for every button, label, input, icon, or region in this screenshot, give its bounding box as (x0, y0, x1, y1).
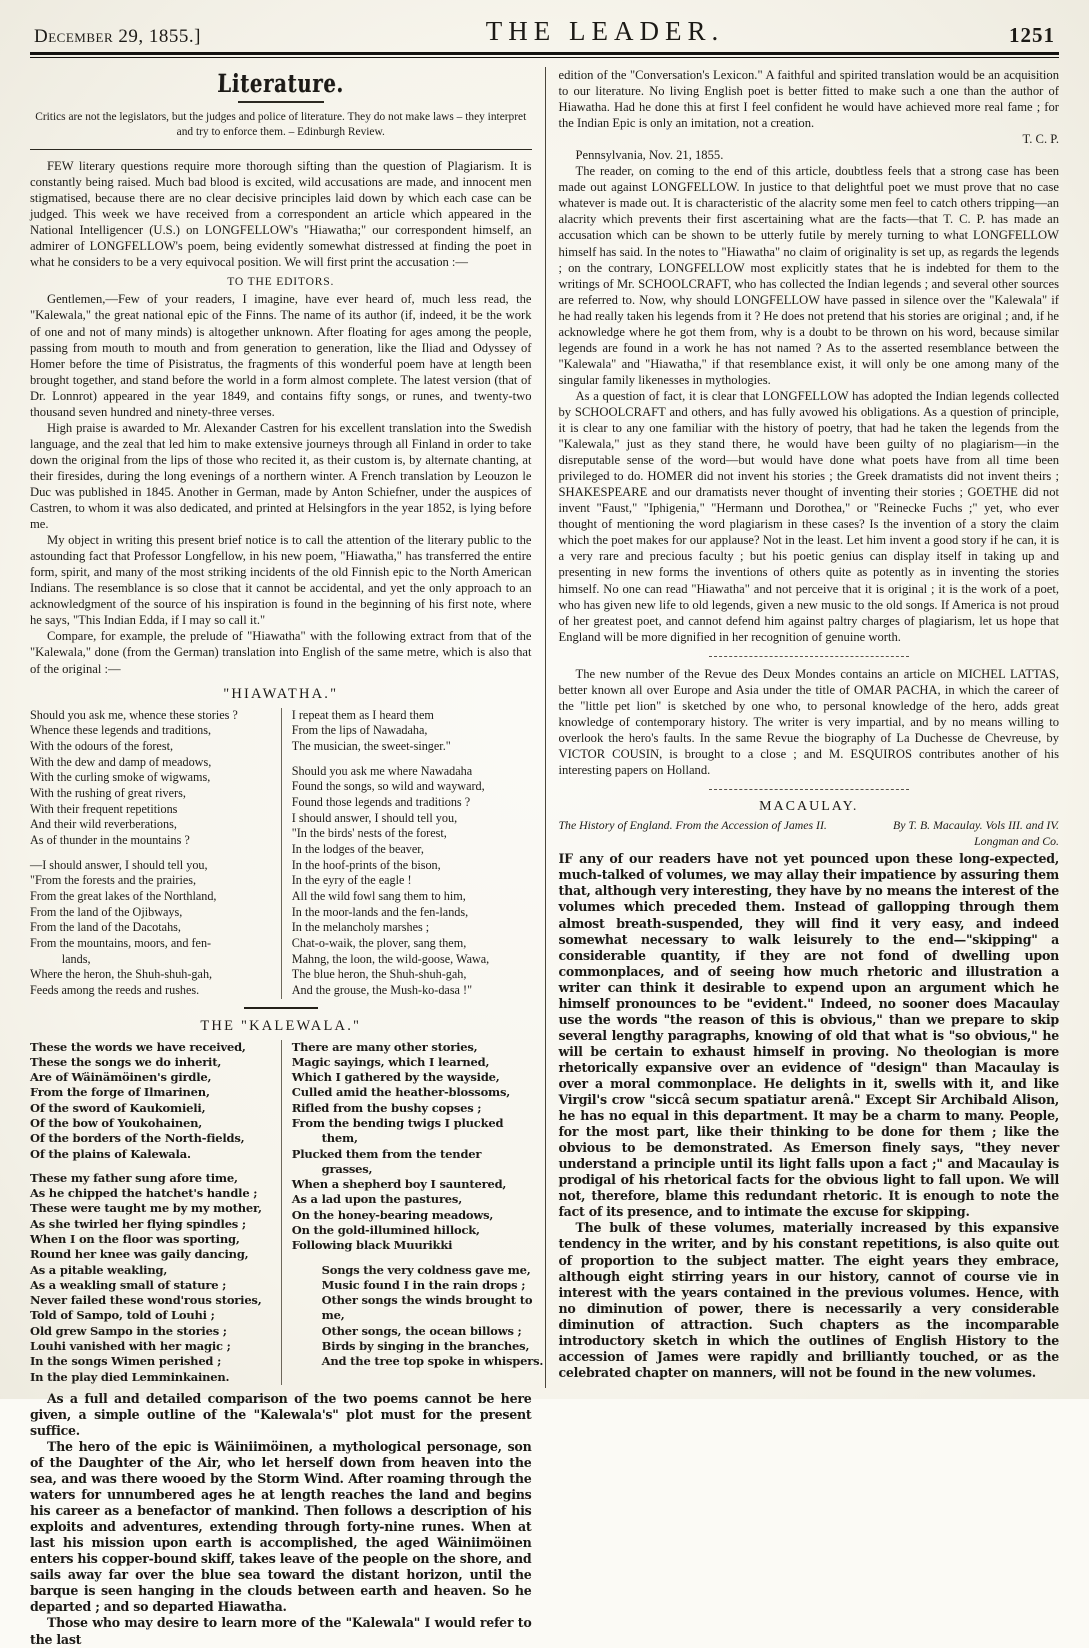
poem-heading-hiawatha: "HIAWATHA." (223, 685, 339, 702)
verse-line: Plucked them from the tender (291, 1146, 482, 1161)
verse-line: "From the forests and the prairies, (30, 873, 197, 888)
verse-line: On the honey-bearing meadows, (291, 1207, 494, 1222)
verse-line: Round her knee was gaily dancing, (30, 1247, 249, 1262)
closing-paragraph: Those who may desire to learn more of the "Kalewala" I would refer to the last (30, 1615, 532, 1647)
article-divider (709, 789, 909, 790)
poem-divider (244, 1007, 318, 1009)
verse-line: In the play died Lemminkainen. (30, 1369, 230, 1384)
letter-heading: TO THE EDITORS. (227, 275, 335, 289)
letter-signature: T. C. P. (1022, 132, 1059, 147)
verse-line: In the moor-lands and the fen-lands, (291, 904, 469, 919)
article-divider (709, 656, 909, 657)
verse-line: In the eyry of the eagle ! (291, 873, 412, 888)
book-author: By T. B. Macaulay. Vols III. and IV. (892, 818, 1059, 833)
verse-line: Found those legends and traditions ? (291, 794, 471, 809)
verse-stanza (292, 1040, 532, 1254)
verse-stanza (30, 708, 273, 849)
macaulay-paragraph: The bulk of these volumes, materially increased by this expansive tendency in the writer, and by his constant repetitions, is also quite out of proportion to the subject matter. The eight years they embrace, although eight stirring years in our history, cannot of course vie in interest with the years contained in the previous volumes. Hence, with no diminution of power, there is necessarily a very considerable diminution of attraction. Such chapters as the incomparable introductory sketch in which the outlines of English History to the accession of James were rapidly and brilliantly touched, or as the celebrated chapter on manners, will not be found in the new volumes. (558, 1220, 1059, 1380)
editorial-paragraph: The reader, on coming to the end of this article, doubtless feels that a strong case has been made out against LONGFELLOW. In justice to that delightful poet we must prove that no case whatever is made out. It is characteristic of the alacrity some men feel to catch others tripping—an alacrity which prevents their first ascertaining what are the facts—that T. C. P. has made an accusation which can be shown to be utterly futile by merely turning to what LONGFELLOW himself has said. In the notes to "Hiawatha" no claim of originality is set up, as regards the legends ; on the contrary, LONGFELLOW most explicitly states that he is indebted for them to the writings of Mr. SCHOOLCRAFT, who has collected the Indian legends ; and several other sources are referred to. Now, why should LONGFELLOW have passed in silence over the "Kalewala" if he had really taken his legends from it ? He does not pretend that his stories are original ; and, if he acknowledge where he got them from, why is a doubt to be thrown on his word, because similar legends are found in a work he has not named ? As to the asserted resemblance between the "Kalewala" and "Hiawatha," if that resemblance exist, it will only be one among many of the singular family likenesses in mythologies. (558, 164, 1059, 387)
verse-line: Of the bow of Youkohainen, (30, 1116, 203, 1131)
verse-line: These the songs we do inherit, (30, 1054, 222, 1069)
verse-line: —I should answer, I should tell you, (30, 857, 208, 872)
verse-line: Chat-o-waik, the plover, sang them, (291, 935, 467, 950)
letter-paragraph: Compare, for example, the prelude of "Hiawatha" with the following extract from that of the "Kalewala," done (from the German) translation into English of the same metre, which is also that of the original :— (30, 629, 532, 676)
verse-line: Of the sword of Kaukomieli, (30, 1100, 206, 1115)
masthead (0, 0, 1089, 48)
verse-line: From the bending twigs I plucked (291, 1116, 504, 1131)
epigraph-rule (30, 149, 532, 150)
verse-line: "In the birds' nests of the forest, (291, 826, 447, 841)
verse-line: In the songs Wimen perished ; (30, 1354, 222, 1369)
verse-line: I should answer, I should tell you, (291, 810, 458, 825)
verse-line: Never failed these wond'rous stories, (30, 1293, 262, 1308)
verse-line: In the hoof-prints of the bison, (291, 857, 441, 872)
verse-line: Rifled from the bushy copses ; (291, 1100, 482, 1115)
verse-line: Old grew Sampo in the stories ; (30, 1323, 227, 1338)
verse-line: Which I gathered by the wayside, (291, 1070, 500, 1085)
book-reference (559, 818, 1060, 833)
verse-subcolumn-right (281, 708, 532, 999)
verse-line: In the melancholy marshes ; (291, 920, 430, 935)
verse-line: Whence these legends and traditions, (30, 723, 212, 738)
closing-paragraph: The hero of the epic is Wäiniimöinen, a mythological personage, son of the Daughter of the Air, who let herself down from heaven into the sea, and was there wooed by the Storm Wind. After roaming through the waters for unnumbered ages he at length reaches the land and begins his career as a benefactor of mankind. Then follows a description of his exploits and adventures, extending through forty-nine runes. When at last his mission upon earth is accomplished, the aged Wäiniimöinen enters his copper-bound skiff, takes leave of the people on the shore, and sails away far over the blue sea toward the distant horizon, until the barque is seen hanging in the clouds between earth and heaven. So he departed ; and so departed Hiawatha. (30, 1438, 532, 1615)
verse-block-kalewala (30, 1039, 544, 1385)
verse-line: lands, (61, 951, 91, 966)
verse-line: These my father sung afore time, (30, 1170, 238, 1185)
letter-paragraph: High praise is awarded to Mr. Alexander Castren for his excellent translation into the Swedish language, and the zeal that led him to make extensive journeys through all Finland in order to take down the original from the lips of those who recited it, as their custom is, by alternate chanting, at their firesides, during the long evenings of a northern winter. A French translation by Leouzon le Duc was published in 1845. Another in German, made by Anton Schiefner, under the auspices of Castren, to whom it was also dedicated, and printed at Helsingfors in the year 1852, is lying before me. (30, 420, 532, 532)
section-title-literature: Literature. (217, 69, 345, 98)
verse-line: Other songs, the ocean billows ; (321, 1323, 522, 1338)
verse-line: Magic sayings, which I learned, (291, 1054, 490, 1069)
verse-line: As a lad upon the pastures, (291, 1192, 462, 1207)
verse-line: When a shepherd boy I sauntered, (291, 1177, 507, 1192)
verse-line: The musician, the sweet-singer." (291, 738, 451, 753)
macaulay-paragraph: IF any of our readers have not yet pounced upon these long-expected, much-talked of volumes, we may allay their impatience by assuring them that, although very interesting, they have by no means the interest of the volumes which preceded them. Instead of gallopping through them almost breath-suspended, they will find it very easy, and indeed somewhat necessary to walk leisurely to the end—"skipping" a considerable quantity, if they are not fond of dwelling upon commonplaces, and of seeing how much rhetoric and illustration a writer can think it desirable to expend upon an argument which he himself pronounces to be "evident." Indeed, no sooner does Macaulay use the words "the reason of this is obvious," than we prepare to skip several lengthy paragraphs, knowing of old that what is "so obvious," he will be certain to exhaust himself in proving. No theologian is more rhetorically expansive over an evidence of "design" than Macaulay is over a moral commonplace. He delights in it, swells with it, and like Virgil's crow "siccâ secum spatiatur arenâ." Except Sir Archibald Alison, he has no equal in this department. It may be a charm to many. People, for the most part, like their thinking to be done for them ; like the obvious to be demonstrated. As Emerson finely says, "they never understand a principle until its light falls upon a fact ;" and Macaulay is prodigal of his rhetorical facts for the obvious light to fall upon. We will not, therefore, blame this redundant rhetoric. It is enough to note the fact of its presence, and to intimate the excuse for skipping. (558, 851, 1059, 1220)
verse-line: As of thunder in the mountains ? (30, 832, 190, 847)
verse-line: Music found I in the rain drops ; (321, 1277, 526, 1292)
verse-line: grasses, (321, 1161, 373, 1176)
verse-line: Found the songs, so wild and wayward, (291, 779, 485, 794)
verse-subcolumn-right (281, 1039, 544, 1385)
verse-line: With the rushing of great rivers, (30, 785, 186, 800)
verse-stanza (30, 1040, 273, 1162)
verse-line: Told of Sampo, told of Louhi ; (30, 1308, 215, 1323)
publication-title: THE LEADER. (485, 16, 725, 46)
verse-line: Of the plains of Kalewala. (30, 1146, 191, 1161)
verse-line: Feeds among the reeds and rushes. (30, 982, 200, 997)
verse-line: Should you ask me, whence these stories ? (30, 707, 238, 722)
verse-line: With the odours of the forest, (30, 738, 174, 753)
editorial-paragraph: As a question of fact, it is clear that LONGFELLOW has adopted the Indian legends collected by SCHOOLCRAFT and others, and has fully avowed his obligations. As a question of principle, it is clear to any one familiar with the history of poetry, that had he taken the legends from the "Kalewala," just as they stand there, he would have been guilty of no plagiarism—in the disreputable sense of the word—but would have done what poets have from all time been privileged to do. HOMER did not invent his stories ; the Greek dramatists did not invent theirs ; SHAKESPEARE and our dramatists never thought of inventing their stories ; GOETHE did not invent "Faust," "Iphigenia," "Hermann und Dorothea," or "Reinecke Fuchs ;" yet, who ever thought of mentioning the word plagiarism in these cases? Is the invention of a story the claim which the poet makes for our applause? Not in the least. Let him invent a good story if he can, it is a very rare and precious faculty ; but his poetic genius can display itself in taking up and presenting in new forms the inventions of others quite as potently as in inventing the stories himself. No one can read "Hiawatha" and not perceive that it is original ; it is the work of a poet, who has given new life to old legends, given a new music to the old songs. If America is not proud of her greatest poet, and cannot defend him against paltry charges of plagiarism, let us hope that England will be more dignified in her recognition of genuine worth. (558, 388, 1059, 644)
verse-subcolumn-left (30, 708, 281, 999)
verse-block-hiawatha (30, 708, 532, 999)
verse-line: Songs the very coldness gave me, (321, 1262, 531, 1277)
verse-stanza (292, 764, 532, 999)
continuation-paragraph: edition of the "Conversation's Lexicon." A faithful and spirited translation would be an acquisition to our literature. No living English poet is better fitted to make such a one than the author of Hiawatha. Had he done this at first I feel confident he would have achieved more real fame ; for the Indian Epic is only an imitation, not a creation. (558, 68, 1059, 131)
verse-line: On the gold-illumined hillock, (291, 1223, 480, 1238)
book-publisher-line (559, 834, 1060, 849)
verse-line: When I on the floor was sporting, (30, 1232, 240, 1247)
verse-line: There are many other stories, (291, 1039, 478, 1054)
book-title: The History of England. From the Accession of James II. (558, 818, 827, 833)
verse-line: As a pitable weakling, (30, 1262, 168, 1277)
verse-line: From the mountains, moors, and fen- (30, 935, 212, 950)
page-number: 1251 (1008, 23, 1055, 47)
letter-dateline: Pennsylvania, Nov. 21, 1855. (575, 148, 724, 163)
verse-line: Are of Wäinämöinen's girdle, (30, 1070, 212, 1085)
verse-line: Louhi vanished with her magic ; (30, 1338, 231, 1353)
verse-subcolumn-left (30, 1040, 281, 1385)
section-divider (238, 101, 324, 103)
verse-line: Other songs the winds brought to (321, 1293, 533, 1308)
verse-line: Following black Muurikki (291, 1238, 453, 1253)
left-column (30, 67, 545, 1647)
verse-line: The blue heron, the Shuh-shuh-gah, (291, 967, 467, 982)
verse-line: And the tree top spoke in whispers. (321, 1354, 544, 1369)
revue-paragraph: The new number of the Revue des Deux Mondes contains an article on MICHEL LATTAS, better known all over Europe and Asia under the title of OMAR PACHA, in which the career of the "little pet lion" is sketched by one who, to personal knowledge of the hero, adds great knowledge of contemporary history. The writer is very impartial, and by no means willing to overlook the hero's faults. In the same Revue the biography of La Duchesse de Chevreuse, by VICTOR COUSIN, is brought to a close ; and M. ESQUIROS contributes another of his interesting papers on Holland. (558, 666, 1059, 777)
article-heading-macaulay: MACAULAY. (759, 799, 859, 815)
verse-line: Of the borders of the North-fields, (30, 1131, 245, 1146)
verse-line: them, (321, 1131, 358, 1146)
letter-paragraph: My object in writing this present brief notice is to call the attention of the literary public to the astounding fact that Professor Longfellow, in his new poem, "Hiawatha," has transferred the entire form, spirit, and many of the most striking incidents of the old Finnish epic to the North American Indians. The resemblance is so close that it cannot be accidental, and yet the only approach to an acknowledgment of the source of his inspiration is found in the beginning of his first note, where he says, "This Indian Edda, if I may so call it." (30, 533, 532, 628)
verse-line: From the great lakes of the Northland, (30, 888, 217, 903)
verse-line: These were taught me by my mother, (30, 1201, 262, 1216)
verse-line: As he chipped the hatchet's handle ; (30, 1186, 258, 1201)
poem-heading-kalewala: THE "KALEWALA." (200, 1017, 362, 1034)
section-epigraph: Critics are not the legislators, but the judges and police of literature. They do not make laws – they interpret and try to enforce them. – Edinburgh Review. (35, 111, 527, 139)
verse-line: All the wild fowl sang them to him, (291, 888, 466, 903)
verse-line: In the lodges of the beaver, (291, 841, 424, 856)
verse-line: With their frequent repetitions (30, 801, 178, 816)
verse-line: From the land of the Ojibways, (30, 904, 183, 919)
verse-line: Should you ask me where Nawadaha (291, 763, 473, 778)
closing-paragraph: As a full and detailed comparison of the two poems cannot be here given, a simple outline of the "Kalewala's" plot must for the present suffice. (30, 1390, 532, 1438)
verse-line: With the curling smoke of wigwams, (30, 770, 211, 785)
issue-date: December 29, 1855.] (34, 26, 201, 47)
verse-line: From the land of the Dacotahs, (30, 920, 181, 935)
verse-line: I repeat them as I heard them (291, 707, 434, 722)
verse-line: Mahng, the loon, the wild-goose, Wawa, (291, 951, 490, 966)
verse-line: From the lips of Nawadaha, (291, 723, 428, 738)
verse-line: Where the heron, the Shuh-shuh-gah, (30, 967, 213, 982)
verse-line: These the words we have received, (30, 1039, 246, 1054)
intro-paragraph: FEW literary questions require more thorough sifting than the question of Plagiarism. It is constantly being raised. Much bad blood is excited, wild accusations are made, and innocent men stigmatised, because there are no clear decisive principles laid down by which each case can be judged. This week we have received from a correspondent an article which appeared in the National Intelligencer (U.S.) on LONGFELLOW's "Hiawatha;" our correspondent himself, an admirer of LONGFELLOW's poem, being evidently somewhat distressed at finding the poet in what he considers to be a very equivocal position. We will first print the accusation :— (30, 159, 532, 270)
book-publisher: Longman and Co. (974, 834, 1059, 849)
verse-line: And the grouse, the Mush-ko-dasa !" (291, 982, 473, 997)
verse-stanza (30, 858, 273, 999)
verse-stanza (292, 708, 532, 755)
verse-stanza (30, 1171, 273, 1385)
verse-line: As a weakling small of stature ; (30, 1277, 227, 1292)
verse-line: From the forge of Ilmarinen, (30, 1085, 210, 1100)
verse-line: me, (321, 1308, 345, 1323)
right-column (545, 67, 1060, 1388)
verse-line: As she twirled her flying spindles ; (30, 1216, 246, 1231)
column-container (0, 58, 1089, 1647)
verse-line: Culled amid the heather-blossoms, (291, 1085, 511, 1100)
verse-line: With the dew and damp of meadows, (30, 754, 212, 769)
verse-line: And their wild reverberations, (30, 817, 177, 832)
letter-paragraph: Gentlemen,—Few of your readers, I imagine, have ever heard of, much less read, the "Kalewala," the great national epic of the Finns. The name of its author (if, indeed, it be the work of one and not of many minds) is altogether unknown. After floating for ages among the people, passing from mouth to mouth and from generation to generation, like the Iliad and Odyssey of Homer before the time of Pisistratus, the fragments of this wonderful poem have at length been brought together, and stand before the world in a form almost complete. The latest version (that of Dr. Lonnrot) appeared in the year 1849, and contains fifty songs, or runes, and twenty-two thousand seven hundred and ninety-three verses. (30, 292, 532, 419)
verse-stanza (292, 1262, 544, 1370)
verse-line: Birds by singing in the branches, (321, 1338, 530, 1353)
